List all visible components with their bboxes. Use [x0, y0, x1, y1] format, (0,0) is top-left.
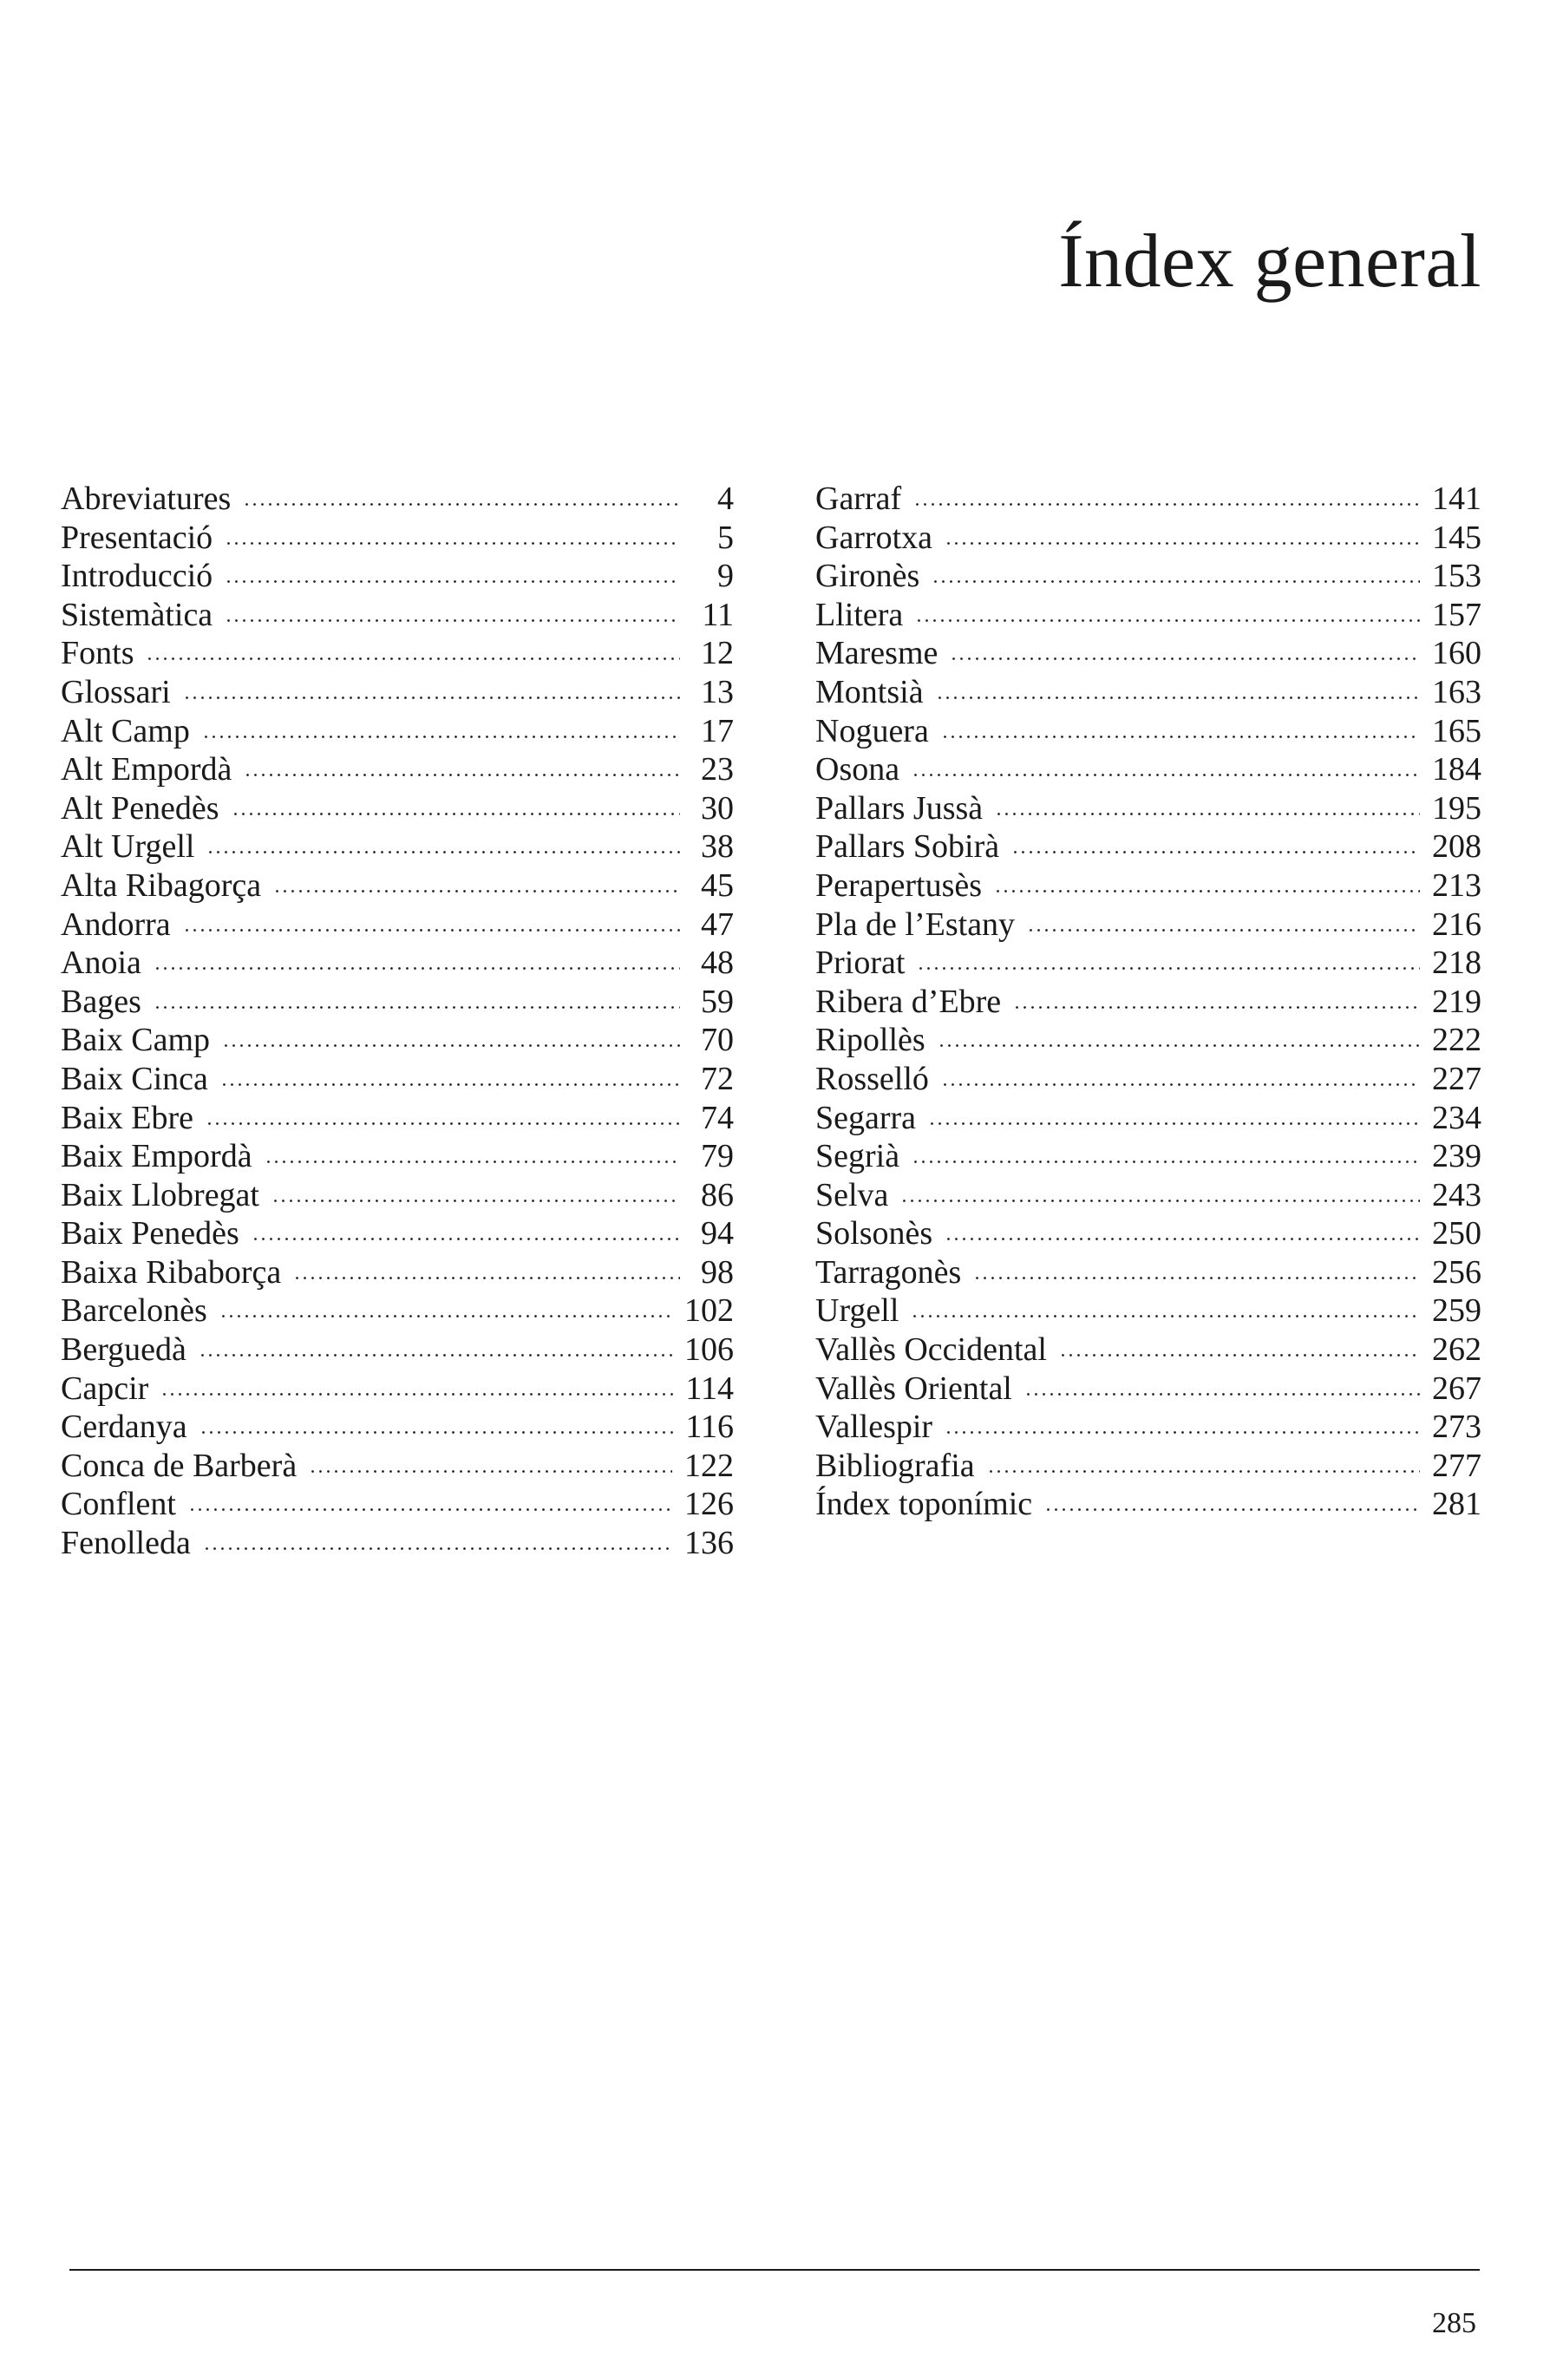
dot-leader [1011, 851, 1420, 853]
toc-entry-label: Noguera [815, 712, 929, 749]
toc-entry-label: Segrià [815, 1138, 900, 1175]
toc-entry [815, 789, 1481, 828]
toc-entry-label: Maresme [815, 635, 938, 672]
dot-leader [183, 929, 680, 932]
toc-entry-page: 23 [701, 751, 734, 788]
toc-entry [815, 1408, 1481, 1447]
dot-leader [154, 967, 680, 970]
dot-leader [941, 1083, 1420, 1086]
toc-entry-page: 216 [1432, 906, 1481, 943]
toc-entry [61, 1253, 734, 1292]
dot-leader [912, 774, 1420, 776]
dot-leader [183, 696, 680, 699]
toc-entry [61, 866, 734, 906]
toc-entry-page: 277 [1432, 1447, 1481, 1484]
toc-entry-label: Perapertusès [815, 866, 983, 904]
toc-entry-label: Alta Ribagorça [61, 866, 262, 904]
toc-entry-label: Vallès Occidental [815, 1331, 1047, 1369]
dot-leader [928, 1122, 1420, 1125]
toc-entry-page: 79 [701, 1138, 734, 1175]
footer-rule [69, 2269, 1480, 2271]
toc-entry-label: Pallars Jussà [815, 789, 984, 827]
toc-entry-label: Solsonès [815, 1215, 933, 1252]
toc-entry-page: 262 [1432, 1331, 1481, 1369]
dot-leader [987, 1470, 1420, 1473]
dot-leader [265, 1161, 680, 1163]
toc-entry [61, 557, 734, 596]
toc-entry [815, 906, 1481, 945]
toc-entry-page: 141 [1432, 481, 1481, 517]
toc-entry-page: 9 [717, 558, 734, 595]
toc-entry [815, 750, 1481, 789]
dot-leader [232, 813, 680, 815]
toc-entry-page: 256 [1432, 1253, 1481, 1291]
toc-entry-page: 195 [1432, 789, 1481, 827]
toc-entry [815, 634, 1481, 673]
toc-entry-page: 153 [1432, 558, 1481, 595]
toc-entry-label: Alt Penedès [61, 789, 219, 827]
toc-entry [61, 480, 734, 519]
toc-entry-page: 98 [701, 1253, 734, 1291]
toc-entry [61, 1331, 734, 1370]
toc-entry [815, 1253, 1481, 1292]
toc-entry-label: Garraf [815, 481, 902, 517]
toc-entry-page: 86 [701, 1176, 734, 1213]
toc-entry-label: Llitera [815, 596, 904, 633]
dot-leader [154, 1006, 680, 1009]
toc-entry [61, 1370, 734, 1409]
toc-entry [61, 1485, 734, 1524]
toc-entry-label: Vallès Oriental [815, 1370, 1012, 1407]
dot-leader [1027, 929, 1420, 932]
toc-entry-label: Baixa Ribaborça [61, 1253, 282, 1291]
toc-entry-label: Selva [815, 1176, 889, 1213]
toc-entry-page: 74 [701, 1099, 734, 1136]
toc-entry [815, 557, 1481, 596]
dot-leader [936, 696, 1420, 699]
toc-entry-page: 13 [701, 673, 734, 710]
toc-entry-page: 72 [701, 1060, 734, 1097]
dot-leader [252, 1238, 680, 1240]
toc-entry-label: Índex toponímic [815, 1486, 1033, 1523]
toc-entry-page: 136 [684, 1525, 734, 1562]
dot-leader [1044, 1508, 1420, 1511]
toc-entry [815, 1485, 1481, 1524]
toc-entry [815, 1370, 1481, 1409]
toc-entry-label: Sistemàtica [61, 596, 213, 633]
toc-entry-label: Alt Camp [61, 712, 190, 749]
toc-entry [61, 827, 734, 866]
dot-leader [206, 1122, 680, 1125]
toc-entry-page: 45 [701, 866, 734, 904]
toc-entry-page: 243 [1432, 1176, 1481, 1213]
dot-leader [243, 503, 680, 506]
toc-entry-page: 30 [701, 789, 734, 827]
toc-entry-page: 12 [701, 635, 734, 672]
toc-entry-label: Baix Ebre [61, 1099, 194, 1136]
toc-entry [815, 1291, 1481, 1331]
toc-entry-label: Alt Empordà [61, 751, 232, 788]
toc-entry-page: 184 [1432, 751, 1481, 788]
toc-entry-page: 213 [1432, 866, 1481, 904]
toc-entry [815, 1060, 1481, 1099]
toc-entry [61, 1021, 734, 1060]
toc-entry-page: 126 [684, 1486, 734, 1523]
dot-leader [206, 851, 680, 853]
toc-entry [815, 480, 1481, 519]
dot-leader [220, 1083, 680, 1086]
page-number: 285 [1432, 2307, 1476, 2339]
toc-entry [815, 827, 1481, 866]
toc-entry-page: 106 [684, 1331, 734, 1369]
toc-entry-label: Ripollès [815, 1022, 925, 1059]
toc-entry-label: Tarragonès [815, 1253, 962, 1291]
toc-entry-label: Garrotxa [815, 519, 933, 556]
toc-entry [61, 712, 734, 751]
toc-entry [61, 1099, 734, 1138]
toc-entry-label: Abreviatures [61, 481, 232, 517]
toc-entry-page: 160 [1432, 635, 1481, 672]
toc-entry-page: 267 [1432, 1370, 1481, 1407]
toc-entry-label: Fenolleda [61, 1525, 191, 1562]
toc-entry [815, 596, 1481, 635]
toc-entry-page: 116 [685, 1409, 734, 1446]
toc-entry [61, 750, 734, 789]
toc-entry-label: Baix Empordà [61, 1138, 252, 1175]
toc-entry-page: 165 [1432, 712, 1481, 749]
toc-entry-label: Osona [815, 751, 900, 788]
dot-leader [225, 542, 680, 545]
toc-entry-page: 47 [701, 906, 734, 943]
dot-leader [950, 657, 1420, 660]
dot-leader [271, 1200, 680, 1202]
toc-entry-page: 250 [1432, 1215, 1481, 1252]
toc-entry [61, 906, 734, 945]
toc-entry [61, 673, 734, 712]
toc-entry-label: Andorra [61, 906, 171, 943]
toc-entry-page: 163 [1432, 673, 1481, 710]
toc-entry [815, 983, 1481, 1022]
dot-leader [900, 1200, 1420, 1202]
toc-entry-label: Bibliografia [815, 1447, 975, 1484]
toc-entry-label: Conca de Barberà [61, 1447, 298, 1484]
toc-entry-label: Rosselló [815, 1060, 929, 1097]
dot-leader [222, 1044, 680, 1047]
toc-entry-label: Montsià [815, 673, 924, 710]
toc-entry [815, 944, 1481, 983]
toc-column-left [61, 480, 734, 1563]
toc-entry-page: 259 [1432, 1292, 1481, 1330]
toc-entry [61, 944, 734, 983]
toc-entry [61, 634, 734, 673]
toc-entry [61, 1447, 734, 1486]
toc-entry-page: 273 [1432, 1409, 1481, 1446]
dot-leader [244, 774, 680, 776]
dot-leader [994, 890, 1420, 892]
dot-leader [188, 1508, 672, 1511]
toc-entry [815, 1447, 1481, 1486]
toc-entry [61, 1524, 734, 1563]
toc-entry-page: 94 [701, 1215, 734, 1252]
toc-entry [61, 1214, 734, 1253]
toc-entry-label: Presentació [61, 519, 213, 556]
toc-entry-page: 157 [1432, 596, 1481, 633]
toc-entry-label: Pla de l’Estany [815, 906, 1016, 943]
dot-leader [309, 1470, 672, 1473]
toc-entry-label: Baix Cinca [61, 1060, 208, 1097]
toc-entry [61, 596, 734, 635]
dot-leader [1013, 1006, 1420, 1009]
toc-entry-label: Priorat [815, 945, 906, 982]
dot-leader [202, 736, 680, 738]
toc-entry-page: 4 [717, 481, 734, 517]
toc-entry [61, 1291, 734, 1331]
toc-entry-page: 239 [1432, 1138, 1481, 1175]
toc-entry-page: 48 [701, 945, 734, 982]
dot-leader [911, 1315, 1420, 1318]
dot-leader [160, 1393, 673, 1396]
dot-leader [938, 1044, 1420, 1047]
toc-entry-label: Baix Camp [61, 1022, 211, 1059]
toc-entry-page: 145 [1432, 519, 1481, 556]
dot-leader [917, 967, 1420, 970]
toc-entry [815, 1021, 1481, 1060]
dot-leader [945, 1431, 1420, 1434]
toc-entry-label: Anoia [61, 945, 141, 982]
dot-leader [219, 1315, 672, 1318]
toc-entry-label: Pallars Sobirà [815, 828, 1000, 866]
toc-entry-page: 11 [702, 596, 734, 633]
toc-entry [815, 1214, 1481, 1253]
toc-entry [61, 1408, 734, 1447]
dot-leader [932, 580, 1420, 583]
toc-entry [815, 712, 1481, 751]
toc-entry [815, 673, 1481, 712]
toc-entry-label: Glossari [61, 673, 171, 710]
toc-entry [61, 519, 734, 558]
page-title: Índex general [1058, 219, 1481, 304]
dot-leader [225, 619, 680, 622]
dot-leader [203, 1547, 672, 1550]
dot-leader [913, 503, 1420, 506]
toc-entry-page: 102 [684, 1292, 734, 1330]
dot-leader [293, 1277, 680, 1279]
toc-entry-page: 222 [1432, 1022, 1481, 1059]
dot-leader [941, 736, 1420, 738]
dot-leader [1059, 1354, 1420, 1357]
toc-entry-label: Urgell [815, 1292, 899, 1330]
toc-entry-page: 38 [701, 828, 734, 866]
toc-entry-label: Barcelonès [61, 1292, 207, 1330]
dot-leader [945, 542, 1420, 545]
dot-leader [199, 1431, 674, 1434]
toc-entry [61, 1137, 734, 1176]
toc-entry-label: Ribera d’Ebre [815, 983, 1002, 1020]
toc-entry-page: 281 [1432, 1486, 1481, 1523]
dot-leader [995, 813, 1420, 815]
toc-entry-page: 5 [717, 519, 734, 556]
toc-entry-page: 59 [701, 983, 734, 1020]
toc-entry-label: Fonts [61, 635, 134, 672]
toc-entry-label: Cerdanya [61, 1409, 187, 1446]
toc-entry-page: 227 [1432, 1060, 1481, 1097]
toc-entry-label: Vallespir [815, 1409, 933, 1446]
toc-entry-label: Alt Urgell [61, 828, 195, 866]
toc-entry [815, 1099, 1481, 1138]
dot-leader [146, 657, 680, 660]
dot-leader [973, 1277, 1420, 1279]
toc-entry-page: 218 [1432, 945, 1481, 982]
toc-entry-page: 219 [1432, 983, 1481, 1020]
dot-leader [912, 1161, 1420, 1163]
toc-entry-label: Baix Llobregat [61, 1176, 259, 1213]
dot-leader [273, 890, 680, 892]
toc-entry-label: Bages [61, 983, 141, 1020]
dot-leader [945, 1238, 1420, 1240]
dot-leader [225, 580, 680, 583]
toc-entry [61, 1060, 734, 1099]
toc-entry-page: 122 [684, 1447, 734, 1484]
toc-entry-page: 234 [1432, 1099, 1481, 1136]
toc-entry-label: Conflent [61, 1486, 176, 1523]
toc-entry-page: 208 [1432, 828, 1481, 866]
toc-entry [815, 1137, 1481, 1176]
toc-entry-label: Capcir [61, 1370, 149, 1407]
toc-entry [815, 866, 1481, 906]
toc-entry [815, 1331, 1481, 1370]
toc-entry [815, 1176, 1481, 1215]
toc-entry-label: Introducció [61, 558, 213, 595]
toc-column-right [815, 480, 1481, 1524]
toc-entry [61, 789, 734, 828]
toc-entry-page: 70 [701, 1022, 734, 1059]
dot-leader [915, 619, 1420, 622]
dot-leader [1024, 1393, 1420, 1396]
toc-entry-label: Segarra [815, 1099, 917, 1136]
dot-leader [199, 1354, 672, 1357]
toc-entry-page: 17 [701, 712, 734, 749]
toc-entry-label: Baix Penedès [61, 1215, 239, 1252]
toc-entry-label: Gironès [815, 558, 920, 595]
toc-entry-page: 114 [685, 1370, 734, 1407]
toc-entry [815, 519, 1481, 558]
toc-entry [61, 1176, 734, 1215]
toc-entry-label: Berguedà [61, 1331, 186, 1369]
toc-entry [61, 983, 734, 1022]
